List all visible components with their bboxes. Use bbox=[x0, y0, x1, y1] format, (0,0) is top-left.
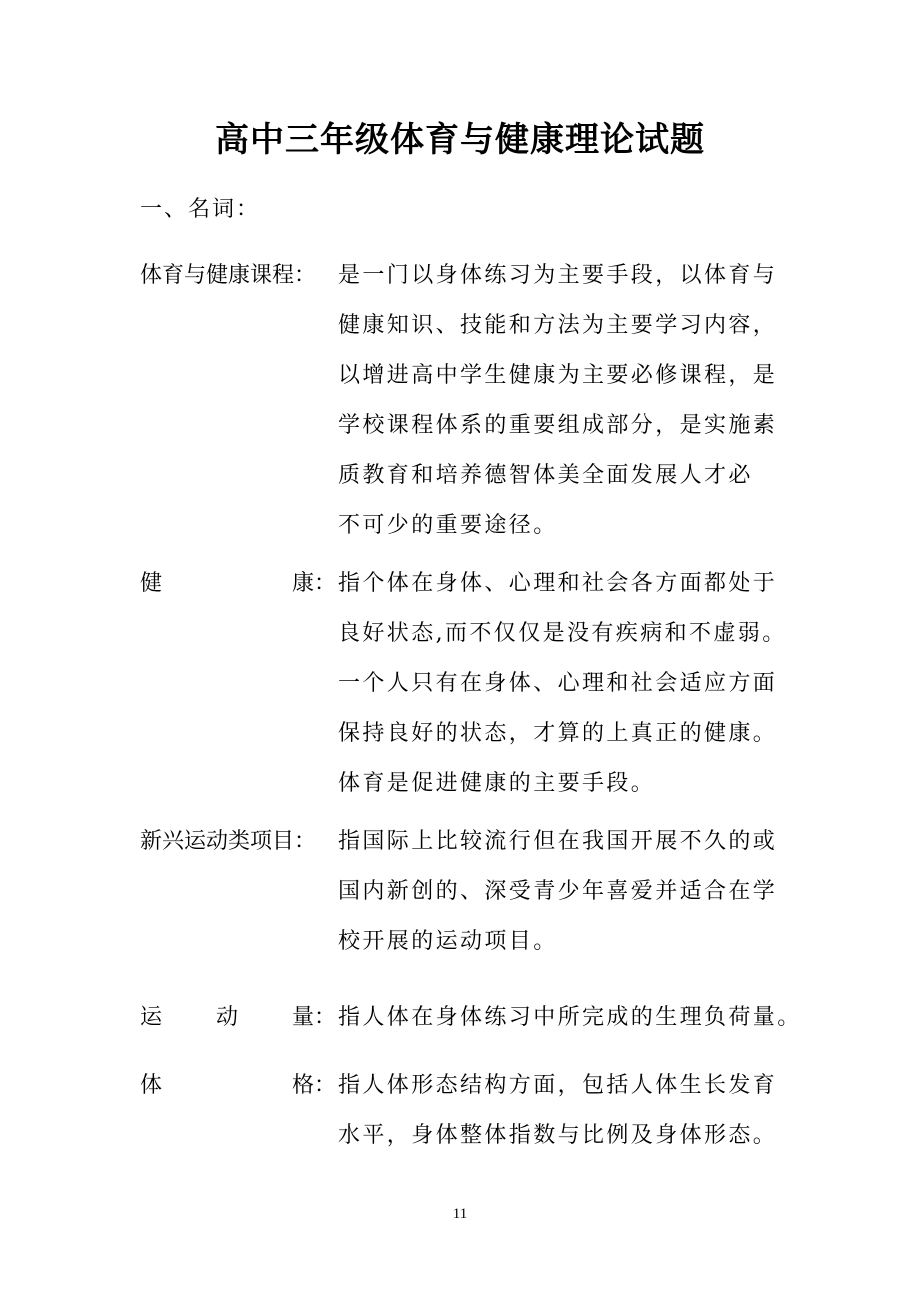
term-part: 新兴运动类项目： bbox=[140, 829, 317, 854]
page-number: 11 bbox=[452, 1206, 468, 1222]
definition-line: 不可少的重要途径。 bbox=[338, 513, 558, 538]
definition-line: 学校课程体系的重要组成部分，是实施素 bbox=[338, 413, 778, 438]
definition-line: 健康知识、技能和方法为主要学习内容， bbox=[338, 313, 778, 338]
definition-line: 国内新创的、深受青少年喜爱并适合在学 bbox=[338, 879, 778, 904]
term-label bbox=[140, 822, 336, 872]
term-label bbox=[140, 564, 336, 614]
definition-line: 指国际上比较流行但在我国开展不久的或 bbox=[338, 829, 778, 854]
term-part: 运 bbox=[140, 1005, 163, 1030]
term-part: 健 bbox=[140, 571, 163, 596]
definition-line: 以增进高中学生健康为主要必修课程，是 bbox=[338, 363, 778, 388]
term-label bbox=[140, 256, 336, 306]
section-heading: 一、名词： bbox=[140, 197, 261, 222]
term-definition bbox=[338, 998, 802, 1048]
term-definition bbox=[338, 564, 798, 814]
definition-line: 一个人只有在身体、心理和社会适应方面 bbox=[338, 671, 778, 696]
definition-line: 指人体形态结构方面，包括人体生长发育 bbox=[338, 1073, 778, 1098]
definition-line: 体育是促进健康的主要手段。 bbox=[338, 771, 656, 796]
definition-line: 良好状态,而不仅仅是没有疾病和不虚弱。 bbox=[338, 621, 787, 646]
term-definition bbox=[338, 256, 798, 556]
term-part: 康： bbox=[291, 571, 336, 596]
term-label bbox=[140, 1066, 336, 1116]
definition-line: 是一门以身体练习为主要手段，以体育与 bbox=[338, 263, 778, 288]
term-part: 动 bbox=[215, 1005, 238, 1030]
definition-line: 指人体在身体练习中所完成的生理负荷量。 bbox=[338, 1005, 802, 1030]
term-part: 格： bbox=[291, 1073, 336, 1098]
page-title: 高中三年级体育与健康理论试题 bbox=[215, 120, 705, 160]
term-definition bbox=[338, 1066, 798, 1166]
term-label bbox=[140, 998, 336, 1048]
definition-line: 水平，身体整体指数与比例及身体形态。 bbox=[338, 1123, 778, 1148]
term-part: 体育与健康课程： bbox=[140, 263, 317, 288]
definition-line: 质教育和培养德智体美全面发展人才必 bbox=[338, 463, 753, 488]
definition-line: 保持良好的状态，才算的上真正的健康。 bbox=[338, 721, 778, 746]
term-part: 量： bbox=[291, 1005, 336, 1030]
definition-line: 校开展的运动项目。 bbox=[338, 929, 558, 954]
term-definition bbox=[338, 822, 798, 972]
term-part: 体 bbox=[140, 1073, 163, 1098]
definition-line: 指个体在身体、心理和社会各方面都处于 bbox=[338, 571, 778, 596]
